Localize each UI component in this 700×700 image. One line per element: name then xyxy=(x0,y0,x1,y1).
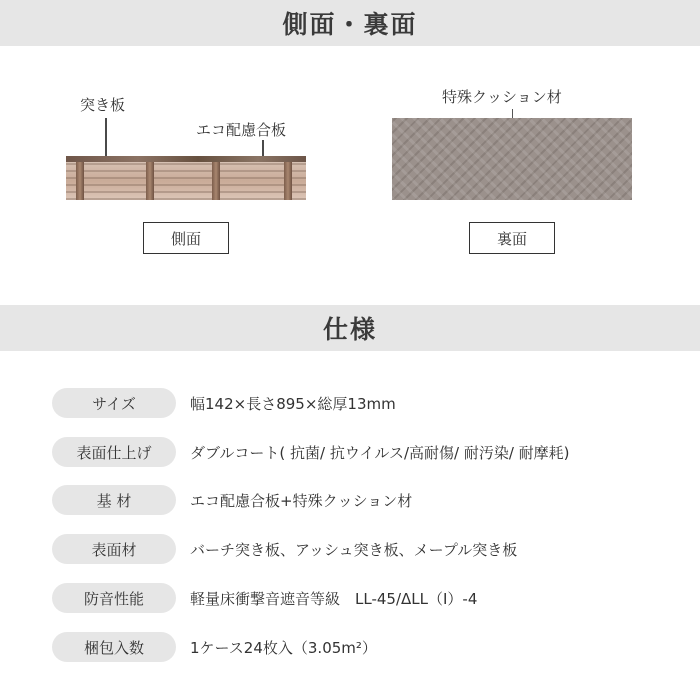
spec-value: エコ配慮合板+特殊クッション材 xyxy=(190,491,413,510)
spec-value: 軽量床衝撃音遮音等級 LL-45/ΔLL（Ⅰ）-4 xyxy=(190,589,478,608)
spec-value: バーチ突き板、アッシュ突き板、メープル突き板 xyxy=(190,540,518,559)
spec-value: 幅142×長さ895×総厚13mm xyxy=(190,394,396,413)
spec-value: ダブルコート( 抗菌/ 抗ウイルス/高耐傷/ 耐汚染/ 耐摩耗) xyxy=(190,443,570,462)
plywood-joint xyxy=(76,162,84,200)
plywood-joint xyxy=(212,162,220,200)
section-title: 仕様 xyxy=(322,315,377,344)
leader-line-veneer xyxy=(105,118,107,160)
back-view-cushion-image xyxy=(392,118,632,200)
section-header-spec xyxy=(0,305,700,351)
plywood-joint xyxy=(284,162,292,200)
caption-side xyxy=(143,222,229,254)
spec-label: 表面材 xyxy=(52,534,176,564)
spec-row-surface xyxy=(52,534,518,564)
caption-back xyxy=(469,222,555,254)
spec-label: 表面仕上げ xyxy=(52,437,176,467)
spec-value: 1ケース24枚入（3.05m²） xyxy=(190,638,377,657)
spec-label: 梱包入数 xyxy=(52,632,176,662)
side-view-board-image xyxy=(66,156,306,200)
spec-row-sound xyxy=(52,583,478,613)
section-title: 側面・裏面 xyxy=(282,10,418,39)
plywood-layer xyxy=(66,162,306,200)
spec-label: 基 材 xyxy=(52,485,176,515)
caption-back-text: 裏面 xyxy=(496,229,527,248)
label-veneer: 突き板 xyxy=(80,96,126,114)
spec-row-finish xyxy=(52,437,570,467)
spec-label: サイズ xyxy=(52,388,176,418)
plywood-joint xyxy=(146,162,154,200)
spec-row-package xyxy=(52,632,377,662)
spec-label: 防音性能 xyxy=(52,583,176,613)
section-header-side-back xyxy=(0,0,700,46)
spec-row-size xyxy=(52,388,396,418)
spec-row-base xyxy=(52,485,413,515)
caption-side-text: 側面 xyxy=(170,229,201,248)
label-plywood: エコ配慮合板 xyxy=(196,121,287,139)
label-cushion: 特殊クッション材 xyxy=(442,88,562,106)
